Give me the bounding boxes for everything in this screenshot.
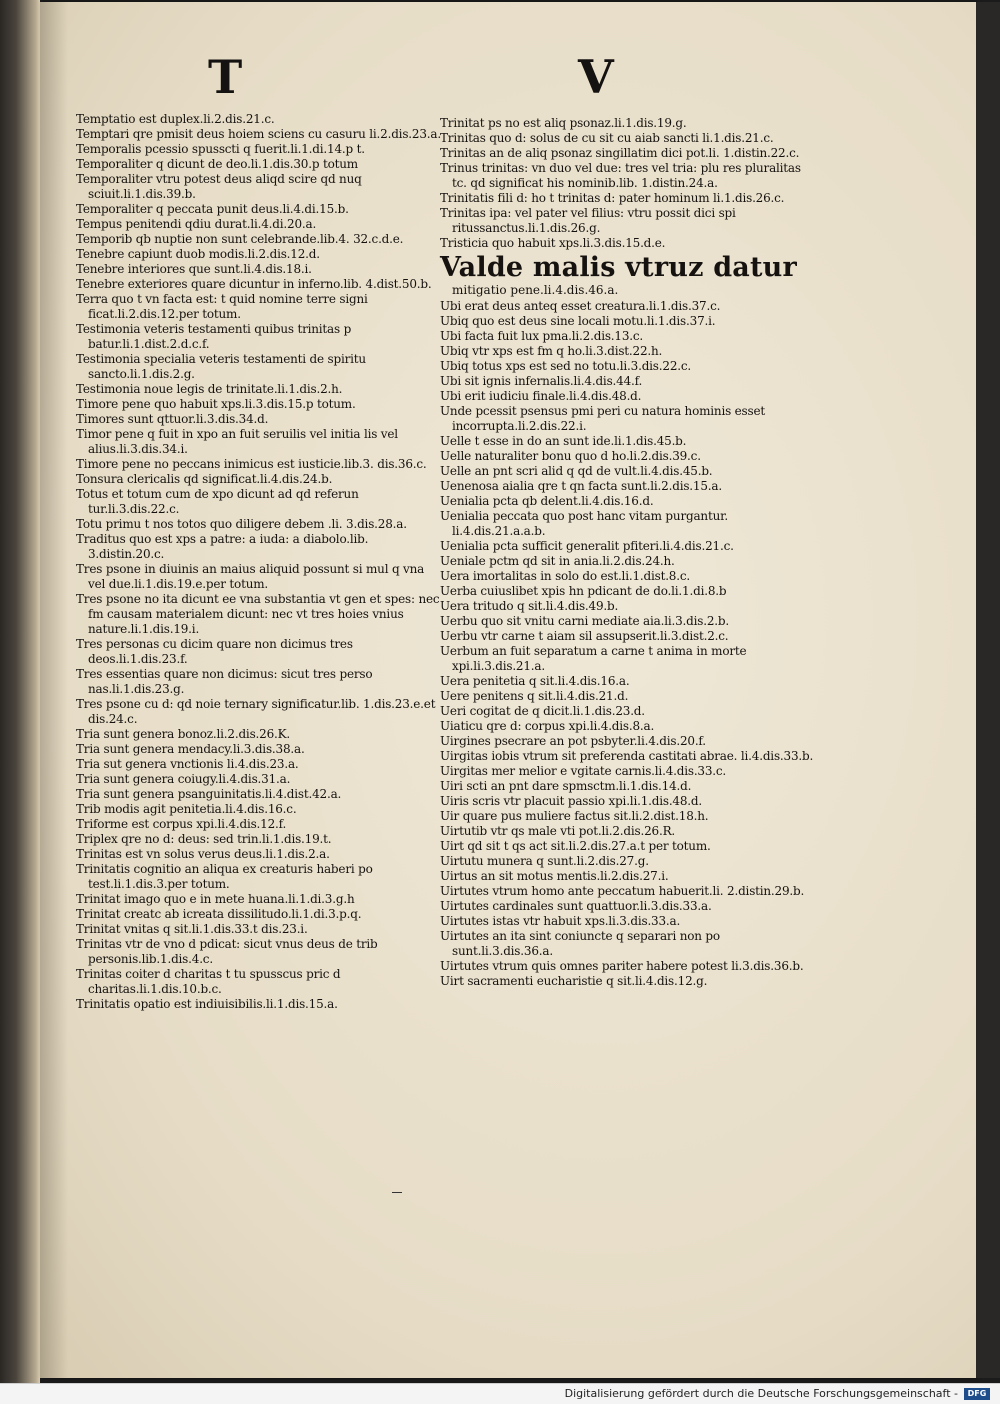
index-entry: Uelle an pnt scri alid q qd de vult.li.4.dis.45.b.	[440, 464, 713, 478]
page-edge	[976, 2, 1000, 1378]
index-entry: Uiri scti an pnt dare spmsctm.li.1.dis.14.d.	[440, 779, 692, 793]
index-entry: Traditus quo est xps a patre: a iuda: a diabolo.lib. 3.distin.20.c.	[76, 532, 369, 561]
index-entry: Uirtutes an ita sint coniuncte q separari non po sunt.li.3.dis.36.a.	[440, 929, 720, 958]
page-end-mark	[392, 1192, 402, 1193]
index-entry: Uenialia pcta sufficit generalit pfiteri.li.4.dis.21.c.	[440, 539, 734, 553]
index-entry: Uerbu vtr carne t aiam sil assupserit.li.3.dist.2.c.	[440, 629, 729, 643]
index-entry: Tria sunt genera bonoz.li.2.dis.26.K.	[76, 727, 291, 741]
index-entry: Uera imortalitas in solo do est.li.1.dist.8.c.	[440, 569, 690, 583]
book-page	[40, 2, 976, 1378]
index-entry: Uir quare pus muliere factus sit.li.2.dist.18.h.	[440, 809, 709, 823]
index-entry: Uiaticu qre d: corpus xpi.li.4.dis.8.a.	[440, 719, 655, 733]
index-entry: Unde pcessit psensus pmi peri cu natura hominis esset incorrupta.li.2.dis.22.i.	[440, 404, 766, 433]
index-entry: Triplex qre no d: deus: sed trin.li.1.dis.19.t.	[76, 832, 332, 846]
section-letter-left: T	[208, 50, 243, 104]
index-entry: Totu primu t nos totos quo diligere debem .li. 3.dis.28.a.	[76, 517, 407, 531]
index-entry: Tres essentias quare non dicimus: sicut tres perso nas.li.1.dis.23.g.	[76, 667, 373, 696]
index-entry: Trinitatis opatio est indiuisibilis.li.1.dis.15.a.	[76, 997, 338, 1011]
index-entry: Ubiq totus xps est sed no totu.li.3.dis.22.c.	[440, 359, 692, 373]
index-entry: Timores sunt qttuor.li.3.dis.34.d.	[76, 412, 269, 426]
index-entry: Timore pene no peccans inimicus est iusticie.lib.3. dis.36.c.	[76, 457, 427, 471]
index-entry: Uerbu quo sit vnitu carni mediate aia.li.3.dis.2.b.	[440, 614, 729, 628]
index-entry: Trinitatis cognitio an aliqua ex creaturis haberi po test.li.1.dis.3.per totum.	[76, 862, 373, 891]
index-entry: Ubi erit iudiciu finale.li.4.dis.48.d.	[440, 389, 642, 403]
index-entry: Uirgitas mer melior e vgitate carnis.li.4.dis.33.c.	[440, 764, 727, 778]
index-entry: Uerbum an fuit separatum a carne t anima in morte xpi.li.3.dis.21.a.	[440, 644, 747, 673]
gutter-shadow	[40, 2, 68, 1378]
index-entry: Trinitas quo d: solus de cu sit cu aiab sancti li.1.dis.21.c.	[440, 131, 774, 145]
index-entries-t-continued	[440, 116, 814, 251]
index-entry: Tenebre interiores que sunt.li.4.dis.18.i.	[76, 262, 312, 276]
index-entry: Uirt qd sit t qs act sit.li.2.dis.27.a.t per totum.	[440, 839, 711, 853]
index-entries-v	[440, 299, 814, 989]
index-entry: Timore pene quo habuit xps.li.3.dis.15.p totum.	[76, 397, 356, 411]
index-entry: Trinitat ps no est aliq psonaz.li.1.dis.19.g.	[440, 116, 687, 130]
index-entry: Trinitat creatc ab icreata dissilitudo.li.1.di.3.p.q.	[76, 907, 362, 921]
section-heading-continuation: mitigatio pene.li.4.dis.46.a.	[452, 283, 619, 297]
index-entry: Uera penitetia q sit.li.4.dis.16.a.	[440, 674, 630, 688]
index-entry: Temporaliter vtru potest deus aliqd scire qd nuq sciuit.li.1.dis.39.b.	[76, 172, 362, 201]
index-entry: Trinitat imago quo e in mete huana.li.1.di.3.g.h	[76, 892, 355, 906]
index-entry: Tres psone no ita dicunt ee vna substantia vt gen et spes: nec fm causam materialem dicunt: nec vt tres hoies vnius nature.li.1.dis.19.i.	[76, 592, 440, 636]
index-entry: Terra quo t vn facta est: t quid nomine terre signi ficat.li.2.dis.12.per totum.	[76, 292, 368, 321]
index-entry: Uenialia pcta qb delent.li.4.dis.16.d.	[440, 494, 654, 508]
index-entry: Uirtus an sit motus mentis.li.2.dis.27.i.	[440, 869, 669, 883]
funding-notice: Digitalisierung gefördert durch die Deutsche Forschungsgemeinschaft -	[564, 1387, 958, 1400]
index-entry: Uirtutes vtrum quis omnes pariter habere potest li.3.dis.36.b.	[440, 959, 804, 973]
index-entry: Uiris scris vtr placuit passio xpi.li.1.dis.48.d.	[440, 794, 703, 808]
index-entry: Trinitas est vn solus verus deus.li.1.dis.2.a.	[76, 847, 330, 861]
index-entry: Trinus trinitas: vn duo vel due: tres vel tria: plu res pluralitas tc. qd significat his nominib.lib. 1.distin.24.a.	[440, 161, 801, 190]
index-entry: Timor pene q fuit in xpo an fuit seruilis vel initia lis vel alius.li.3.dis.34.i.	[76, 427, 398, 456]
index-entry: Uirtutes istas vtr habuit xps.li.3.dis.33.a.	[440, 914, 681, 928]
index-column-left	[76, 112, 442, 1012]
index-entry: Tempus penitendi qdiu durat.li.4.di.20.a.	[76, 217, 317, 231]
book-binding-edge	[0, 0, 40, 1383]
index-entry: Uirgines psecrare an pot psbyter.li.4.dis.20.f.	[440, 734, 706, 748]
index-entry: Testimonia specialia veteris testamenti de spiritu sancto.li.1.dis.2.g.	[76, 352, 366, 381]
index-entry: Ubi facta fuit lux pma.li.2.dis.13.c.	[440, 329, 644, 343]
index-entry: Temporaliter q dicunt de deo.li.1.dis.30.p totum	[76, 157, 358, 171]
index-entry: Uirt sacramenti eucharistie q sit.li.4.dis.12.g.	[440, 974, 708, 988]
index-entry: Uirgitas iobis vtrum sit preferenda castitati abrae. li.4.dis.33.b.	[440, 749, 814, 763]
index-entry: Uerba cuiuslibet xpis hn pdicant de do.li.1.di.8.b	[440, 584, 727, 598]
index-entry: Tres psone cu d: qd noie ternary significatur.lib. 1.dis.23.e.et dis.24.c.	[76, 697, 436, 726]
index-entry: Ubiq quo est deus sine locali motu.li.1.dis.37.i.	[440, 314, 716, 328]
index-entry: Temptatio est duplex.li.2.dis.21.c.	[76, 112, 275, 126]
index-entry: Uirtutib vtr qs male vti pot.li.2.dis.26.R.	[440, 824, 676, 838]
index-entry: Tenebre exteriores quare dicuntur in inferno.lib. 4.dist.50.b.	[76, 277, 432, 291]
index-entry: Ubi sit ignis infernalis.li.4.dis.44.f.	[440, 374, 643, 388]
index-entry: Trinitas an de aliq psonaz singillatim dici pot.li. 1.distin.22.c.	[440, 146, 800, 160]
index-entry: Uenenosa aialia qre t qn facta sunt.li.2.dis.15.a.	[440, 479, 722, 493]
index-entry: Uenialia peccata quo post hanc vitam purgantur. li.4.dis.21.a.a.b.	[440, 509, 728, 538]
index-entry: Temporaliter q peccata punit deus.li.4.di.15.b.	[76, 202, 349, 216]
index-column-right	[440, 116, 814, 989]
index-entry: Ueri cogitat de q dicit.li.1.dis.23.d.	[440, 704, 645, 718]
index-entry: Tonsura clericalis qd significat.li.4.dis.24.b.	[76, 472, 333, 486]
index-entry: Testimonia veteris testamenti quibus trinitas p batur.li.1.dist.2.d.c.f.	[76, 322, 352, 351]
index-entry: Trinitatis fili d: ho t trinitas d: pater hominum li.1.dis.26.c.	[440, 191, 785, 205]
index-entry: Uelle t esse in do an sunt ide.li.1.dis.45.b.	[440, 434, 687, 448]
section-letter-right: V	[578, 50, 614, 104]
index-entry: Uirtutes cardinales sunt quattuor.li.3.dis.33.a.	[440, 899, 712, 913]
index-entry: Trinitat vnitas q sit.li.1.dis.33.t dis.23.i.	[76, 922, 308, 936]
index-entry: Temptari qre pmisit deus hoiem sciens cu casuru li.2.dis.23.a.	[76, 127, 441, 141]
section-heading-v: Valde malis vtruz datur	[440, 252, 797, 283]
index-entry: Trinitas ipa: vel pater vel filius: vtru possit dici spi ritussanctus.li.1.dis.26.g.	[440, 206, 736, 235]
index-entry: Ueniale pctm qd sit in ania.li.2.dis.24.h.	[440, 554, 675, 568]
index-entry: Tenebre capiunt duob modis.li.2.dis.12.d.	[76, 247, 320, 261]
index-entry: Trib modis agit penitetia.li.4.dis.16.c.	[76, 802, 297, 816]
index-entry: Tria sut genera vnctionis li.4.dis.23.a.	[76, 757, 299, 771]
index-entry: Tres personas cu dicim quare non dicimus tres deos.li.1.dis.23.f.	[76, 637, 353, 666]
index-entry: Trinitas vtr de vno d pdicat: sicut vnus deus de trib personis.lib.1.dis.4.c.	[76, 937, 378, 966]
index-entry: Uirtutes vtrum homo ante peccatum habuerit.li. 2.distin.29.b.	[440, 884, 805, 898]
index-entry: Uere penitens q sit.li.4.dis.21.d.	[440, 689, 629, 703]
index-entry: Uirtutu munera q sunt.li.2.dis.27.g.	[440, 854, 649, 868]
index-entry: Uera tritudo q sit.li.4.dis.49.b.	[440, 599, 619, 613]
index-entry: Tria sunt genera coiugy.li.4.dis.31.a.	[76, 772, 291, 786]
index-entry: Tristicia quo habuit xps.li.3.dis.15.d.e.	[440, 236, 666, 250]
index-entry: Tria sunt genera mendacy.li.3.dis.38.a.	[76, 742, 305, 756]
index-entry: Testimonia noue legis de trinitate.li.1.dis.2.h.	[76, 382, 343, 396]
index-entry: Tres psone in diuinis an maius aliquid possunt si mul q vna vel due.li.1.dis.19.e.per totum.	[76, 562, 425, 591]
index-entry: Totus et totum cum de xpo dicunt ad qd referun tur.li.3.dis.22.c.	[76, 487, 359, 516]
dfg-logo[interactable]: DFG	[964, 1388, 990, 1400]
index-entry: Ubi erat deus anteq esset creatura.li.1.dis.37.c.	[440, 299, 721, 313]
index-entry: Ubiq vtr xps est fm q ho.li.3.dist.22.h.	[440, 344, 663, 358]
index-entry: Triforme est corpus xpi.li.4.dis.12.f.	[76, 817, 287, 831]
index-entry: Tria sunt genera psanguinitatis.li.4.dist.42.a.	[76, 787, 342, 801]
index-entry: Temporib qb nuptie non sunt celebrande.lib.4. 32.c.d.e.	[76, 232, 404, 246]
index-entry: Uelle naturaliter bonu quo d ho.li.2.dis.39.c.	[440, 449, 701, 463]
index-entry: Trinitas coiter d charitas t tu spusscus pric d charitas.li.1.dis.10.b.c.	[76, 967, 341, 996]
index-entry: Temporalis pcessio spusscti q fuerit.li.1.di.14.p t.	[76, 142, 365, 156]
footer-bar	[0, 1383, 1000, 1404]
